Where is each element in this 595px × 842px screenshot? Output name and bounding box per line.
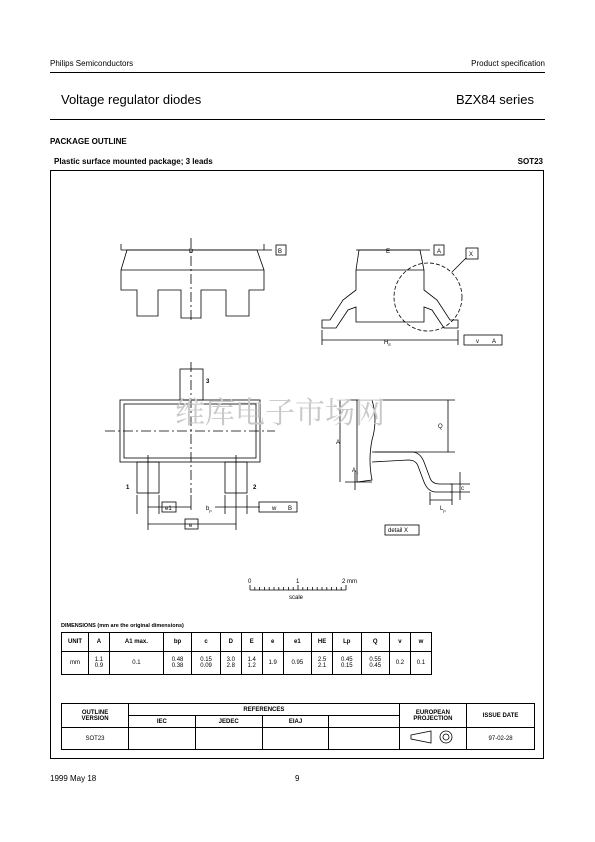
label-v-datum: A bbox=[492, 339, 497, 345]
scale-tick-2: 2 mm bbox=[342, 579, 357, 585]
dim-cell: 3.0 2.8 bbox=[220, 652, 241, 675]
page-title: Voltage regulator diodes bbox=[61, 92, 202, 107]
dimensions-table bbox=[61, 632, 432, 675]
references-header: REFERENCES bbox=[129, 704, 400, 716]
dim-cell: 0.1 bbox=[410, 652, 431, 675]
dim-cell: mm bbox=[62, 652, 89, 675]
dim-cell: 0.15 0.09 bbox=[192, 652, 220, 675]
dim-cell: 0.48 0.38 bbox=[163, 652, 191, 675]
dim-cell: 0.55 0.45 bbox=[361, 652, 389, 675]
page-number: 9 bbox=[295, 774, 300, 783]
watermark: 维库电子市场网 bbox=[175, 397, 385, 430]
label-pin3: 3 bbox=[206, 379, 210, 385]
label-detail: detail X bbox=[388, 528, 409, 534]
eiaj-value bbox=[262, 728, 329, 750]
label-datum-a: A bbox=[437, 249, 442, 255]
label-detail-x: X bbox=[469, 252, 474, 258]
label-bp: $b_p$ bbox=[206, 506, 212, 513]
dim-header: e bbox=[262, 633, 283, 652]
dim-header: e1 bbox=[283, 633, 311, 652]
label-v-tolerance: v bbox=[476, 339, 479, 345]
label-datum-b: B bbox=[278, 249, 283, 255]
scale-tick-0: 0 bbox=[248, 579, 252, 585]
dim-cell: 1.1 0.9 bbox=[89, 652, 110, 675]
jedec-value bbox=[195, 728, 262, 750]
dimensions-value-row bbox=[62, 652, 432, 675]
issue-date-header: ISSUE DATE bbox=[467, 704, 535, 728]
jedec-header: JEDEC bbox=[195, 716, 262, 728]
outline-version-header: OUTLINE VERSION bbox=[62, 704, 129, 728]
label-pin2: 2 bbox=[253, 485, 257, 491]
label-pin1: 1 bbox=[126, 485, 130, 491]
document-type: Product specification bbox=[471, 59, 545, 68]
dim-header: bp bbox=[163, 633, 191, 652]
empty-ref-header bbox=[329, 716, 399, 728]
dim-header: A bbox=[89, 633, 110, 652]
projection-symbol-cell bbox=[399, 728, 466, 750]
label-e: e bbox=[189, 523, 193, 529]
dim-header: Q bbox=[361, 633, 389, 652]
dim-cell: 0.95 bbox=[283, 652, 311, 675]
dim-header: w bbox=[410, 633, 431, 652]
european-projection-header: EUROPEAN PROJECTION bbox=[399, 704, 466, 728]
dim-header: A1 max. bbox=[109, 633, 163, 652]
label-d: D bbox=[189, 249, 194, 255]
dim-header: v bbox=[389, 633, 410, 652]
dim-cell: 0.2 bbox=[389, 652, 410, 675]
dimensions-header-row bbox=[62, 633, 432, 652]
empty-ref-value bbox=[329, 728, 399, 750]
dim-header: E bbox=[241, 633, 262, 652]
label-he: $H_E$ bbox=[384, 340, 392, 347]
dim-header: D bbox=[220, 633, 241, 652]
label-a: A bbox=[336, 440, 341, 446]
dim-cell: 0.1 bbox=[109, 652, 163, 675]
dim-header: UNIT bbox=[62, 633, 89, 652]
scale-label: scale bbox=[289, 595, 304, 601]
label-e-top: E bbox=[386, 249, 391, 255]
issue-date-value: 97-02-28 bbox=[467, 728, 535, 750]
label-e1: e1 bbox=[165, 506, 172, 512]
package-description: Plastic surface mounted package; 3 leads bbox=[54, 157, 213, 166]
label-q: Q bbox=[438, 424, 443, 430]
dim-header: c bbox=[192, 633, 220, 652]
dim-header: Lp bbox=[333, 633, 361, 652]
dim-cell: 2.5 2.1 bbox=[312, 652, 333, 675]
label-w-tolerance: w bbox=[272, 506, 277, 512]
dim-cell: 0.45 0.15 bbox=[333, 652, 361, 675]
section-heading: PACKAGE OUTLINE bbox=[50, 137, 127, 146]
label-lp: $L_p$ bbox=[440, 506, 446, 513]
package-code: SOT23 bbox=[517, 157, 543, 166]
dim-cell: 1.9 bbox=[262, 652, 283, 675]
references-table bbox=[61, 703, 535, 750]
eiaj-header: EIAJ bbox=[262, 716, 329, 728]
outline-version-value: SOT23 bbox=[62, 728, 129, 750]
footer-date: 1999 May 18 bbox=[50, 774, 97, 783]
dim-cell: 1.4 1.2 bbox=[241, 652, 262, 675]
label-w-datum: B bbox=[288, 506, 293, 512]
label-c: c bbox=[461, 486, 464, 492]
label-a1: $A_1$ bbox=[352, 468, 359, 475]
iec-header: IEC bbox=[129, 716, 196, 728]
scale-tick-1: 1 bbox=[296, 579, 300, 585]
dimensions-title: DIMENSIONS (mm are the original dimensions) bbox=[61, 623, 184, 629]
company-name: Philips Semiconductors bbox=[50, 59, 134, 68]
dim-header: HE bbox=[312, 633, 333, 652]
series-name: BZX84 series bbox=[455, 92, 534, 107]
iec-value bbox=[129, 728, 196, 750]
